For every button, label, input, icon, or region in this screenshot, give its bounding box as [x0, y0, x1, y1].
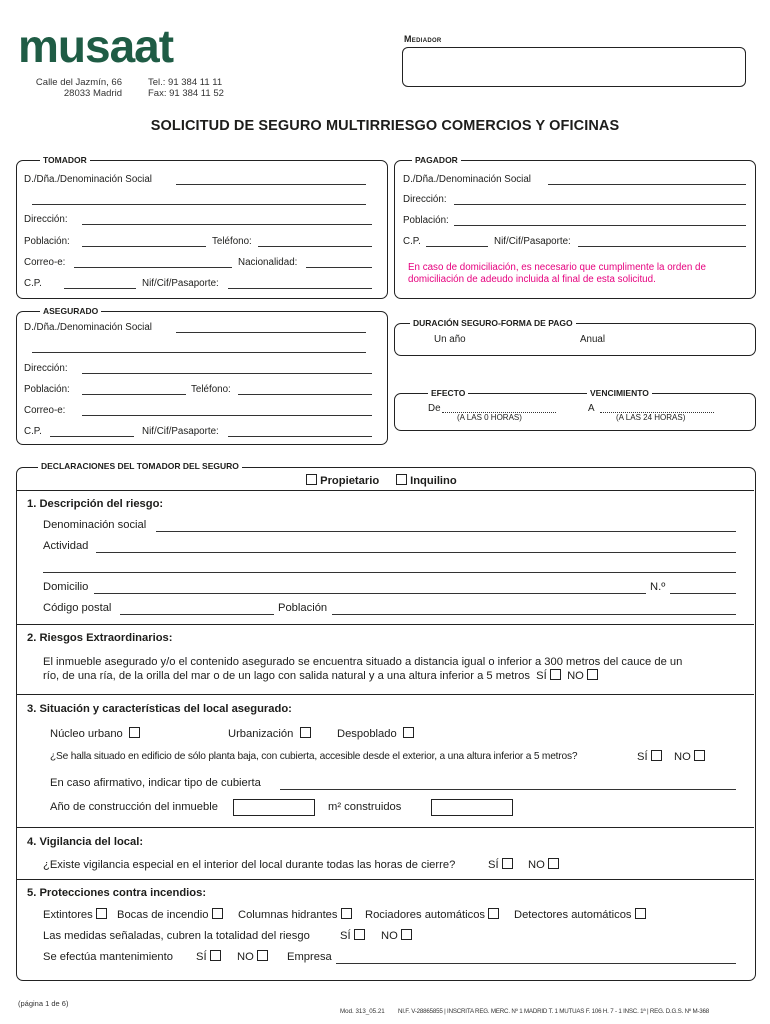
s4-si[interactable] [488, 858, 513, 871]
s2-si-checkbox[interactable] [550, 669, 561, 680]
s3-si-label: SÍ [637, 751, 648, 763]
s5-rociadores[interactable] [365, 908, 499, 921]
s5-mant-no[interactable] [237, 950, 268, 963]
tomador-nif-field[interactable] [228, 288, 372, 289]
s2-text-line2-text: río, de una ría, de la orilla del mar o de un lago con salida natural y a una altura inferior a 5 metros [43, 670, 530, 682]
s5-medidas-no-label: NO [381, 930, 398, 942]
s5-medidas-si[interactable] [340, 929, 365, 942]
s3-si-checkbox[interactable] [651, 750, 662, 761]
s5-empresa-label: Empresa [287, 951, 332, 963]
tomador-nacionalidad-field[interactable] [306, 267, 372, 268]
divider [16, 879, 754, 880]
asegurado-nif-label: Nif/Cif/Pasaporte: [142, 426, 219, 437]
mediador-field[interactable] [402, 47, 746, 87]
asegurado-denominacion-field[interactable] [176, 332, 366, 333]
s3-m2-label: m² construidos [328, 801, 402, 813]
s3-urbanizacion-checkbox[interactable] [300, 727, 311, 738]
s3-no-checkbox[interactable] [694, 750, 705, 761]
legal-text: NI.F. V-28865855 | INSCRITA REG. MERC. Nº 1 MADRID T. 1 MUTUAS F. 106 H. 7 - 1 INSC. 1ª | REG. D.G.S. Nº M-368 [398, 1008, 710, 1015]
s3-no-label: NO [674, 751, 691, 763]
s5-columnas[interactable] [238, 908, 352, 921]
inquilino-checkbox[interactable] [396, 474, 407, 485]
tomador-telefono-label: Teléfono: [212, 236, 252, 247]
asegurado-cp-field[interactable] [50, 436, 134, 437]
asegurado-telefono-label: Teléfono: [191, 384, 231, 395]
s4-question: ¿Existe vigilancia especial en el interior del local durante todas las horas de cierre? [43, 859, 456, 871]
model-number: Mod. 313_05.21 [340, 1008, 385, 1015]
page-title: SOLICITUD DE SEGURO MULTIRRIESGO COMERCIOS Y OFICINAS [150, 118, 620, 134]
tomador-denominacion-field2[interactable] [32, 204, 366, 205]
pagador-nif-label: Nif/Cif/Pasaporte: [494, 236, 571, 247]
divider [16, 694, 754, 695]
pagador-cp-label: C.P. [403, 236, 421, 247]
s2-no-label: NO [567, 670, 584, 682]
page-number: (página 1 de 6) [18, 999, 69, 1008]
inquilino-label: Inquilino [410, 475, 457, 487]
vencimiento-legend: VENCIMIENTO [587, 388, 652, 398]
s3-urbanizacion-label: Urbanización [228, 728, 294, 740]
tomador-cp-field[interactable] [64, 288, 136, 289]
s1-actividad-field2[interactable] [43, 572, 736, 573]
propietario-checkbox[interactable] [306, 474, 317, 485]
asegurado-telefono-field[interactable] [238, 394, 372, 395]
s2-text-line1: El inmueble asegurado y/o el contenido asegurado se encuentra situado a distancia igual o inferior a 300 metros del cauce de un [43, 656, 683, 668]
pagador-legend: PAGADOR [412, 155, 461, 165]
s3-urbanizacion[interactable] [228, 727, 311, 740]
s5-detectores[interactable] [514, 908, 646, 921]
s4-si-checkbox[interactable] [502, 858, 513, 869]
s5-medidas-no-checkbox[interactable] [401, 929, 412, 940]
address-line1: Calle del Jazmín, 66 [35, 77, 122, 88]
declaraciones-legend: DECLARACIONES DEL TOMADOR DEL SEGURO [38, 461, 242, 471]
s5-bocas-label: Bocas de incendio [117, 909, 209, 921]
asegurado-poblacion-field[interactable] [82, 394, 186, 395]
pagador-denominacion-label: D./Dña./Denominación Social [403, 174, 531, 185]
s5-extintores[interactable] [43, 908, 107, 921]
s5-mant-si-label: SÍ [196, 951, 207, 963]
s5-extintores-checkbox[interactable] [96, 908, 107, 919]
asegurado-correo-field[interactable] [82, 415, 372, 416]
s1-denominacion-field[interactable] [156, 531, 736, 532]
s5-empresa-field[interactable] [336, 963, 736, 964]
efecto-legend: EFECTO [428, 388, 468, 398]
s5-mant-si[interactable] [196, 950, 221, 963]
s3-despoblado[interactable] [337, 727, 414, 740]
asegurado-cp-label: C.P. [24, 426, 42, 437]
s2-text-line2 [43, 669, 598, 682]
s1-numero-field[interactable] [670, 593, 736, 594]
s5-bocas[interactable] [117, 908, 223, 921]
s2-heading: 2. Riesgos Extraordinarios: [27, 632, 173, 644]
s5-detectores-checkbox[interactable] [635, 908, 646, 919]
s5-mantenimiento-label: Se efectúa mantenimiento [43, 951, 173, 963]
tomador-correo-field[interactable] [74, 267, 232, 268]
s5-medidas-si-checkbox[interactable] [354, 929, 365, 940]
s3-nucleo[interactable] [50, 727, 140, 740]
s4-no-checkbox[interactable] [548, 858, 559, 869]
s5-columnas-checkbox[interactable] [341, 908, 352, 919]
s2-si-label: SÍ [536, 670, 547, 682]
s1-poblacion-label: Población [278, 602, 328, 614]
s3-cubierta-field[interactable] [280, 789, 736, 790]
s1-actividad-label: Actividad [43, 540, 89, 552]
s3-heading: 3. Situación y características del local asegurado: [27, 703, 292, 715]
tomador-nacionalidad-label: Nacionalidad: [238, 257, 298, 268]
pagador-direccion-field[interactable] [454, 204, 746, 205]
s5-medidas-label: Las medidas señaladas, cubren la totalidad del riesgo [43, 930, 310, 942]
s1-denominacion-label: Denominación social [43, 519, 147, 531]
tomador-correo-label: Correo-e: [24, 257, 66, 268]
s3-cubierta-label: En caso afirmativo, indicar tipo de cubierta [50, 777, 261, 789]
tomador-cp-label: C.P. [24, 278, 42, 289]
s3-si[interactable] [637, 750, 662, 763]
tomador-nif-label: Nif/Cif/Pasaporte: [142, 278, 219, 289]
mediador-label: Mediador [404, 34, 442, 44]
s3-nucleo-checkbox[interactable] [129, 727, 140, 738]
asegurado-denominacion-field2[interactable] [32, 352, 366, 353]
s5-detectores-label: Detectores automáticos [514, 909, 632, 921]
s5-mant-no-label: NO [237, 951, 254, 963]
company-address [26, 77, 122, 99]
pagador-denominacion-field[interactable] [548, 184, 746, 185]
propietario-label: Propietario [320, 475, 380, 487]
tomador-poblacion-field[interactable] [82, 246, 206, 247]
s1-domicilio-label: Domicilio [43, 581, 89, 593]
s4-si-label: SÍ [488, 859, 499, 871]
propietario-option[interactable] [306, 474, 379, 487]
divider [16, 827, 754, 828]
s3-m2-field[interactable] [431, 799, 513, 816]
s3-despoblado-checkbox[interactable] [403, 727, 414, 738]
company-contact [148, 77, 224, 99]
tomador-telefono-field[interactable] [258, 246, 372, 247]
s3-no[interactable] [674, 750, 705, 763]
inquilino-option[interactable] [396, 474, 457, 487]
musaat-logo [18, 26, 230, 68]
s3-question: ¿Se halla situado en edificio de sólo planta baja, con cubierta, accesible desde el exterior, a una altura inferior a 5 metros? [50, 751, 578, 762]
tomador-denominacion-field[interactable] [176, 184, 366, 185]
address-line2: 28033 Madrid [63, 88, 122, 99]
tomador-poblacion-label: Población: [24, 236, 70, 247]
s5-columnas-label: Columnas hidrantes [238, 909, 338, 921]
s5-heading: 5. Protecciones contra incendios: [27, 887, 207, 899]
asegurado-denominacion-label: D./Dña./Denominación Social [24, 322, 152, 333]
asegurado-direccion-field[interactable] [82, 373, 372, 374]
tomador-legend: TOMADOR [40, 155, 90, 165]
pagador-direccion-label: Dirección: [403, 194, 447, 205]
s1-numero-label: N.º [650, 581, 666, 593]
pagador-cp-field[interactable] [426, 246, 488, 247]
s5-rociadores-checkbox[interactable] [488, 908, 499, 919]
efecto-de-label: De [428, 403, 441, 414]
divider [16, 490, 754, 491]
fax: Fax: 91 384 11 52 [148, 88, 224, 99]
divider [16, 624, 754, 625]
s3-nucleo-label: Núcleo urbano [50, 728, 123, 740]
asegurado-direccion-label: Dirección: [24, 363, 68, 374]
pagador-nif-field[interactable] [578, 246, 746, 247]
s4-no[interactable] [528, 858, 559, 871]
declaraciones-section [16, 467, 756, 981]
vencimiento-a-label: A [588, 403, 595, 414]
s5-bocas-checkbox[interactable] [212, 908, 223, 919]
s3-ano-field[interactable] [233, 799, 315, 816]
s1-cp-label: Código postal [43, 602, 112, 614]
vencimiento-hora: (A LAS 24 HORAS) [616, 413, 686, 422]
phone: Tel.: 91 384 11 11 [148, 77, 223, 88]
s5-medidas-si-label: SÍ [340, 930, 351, 942]
logo-text: musaat [18, 26, 174, 68]
s5-medidas-no[interactable] [381, 929, 412, 942]
s1-cp-field[interactable] [120, 614, 274, 615]
s1-poblacion-field[interactable] [332, 614, 736, 615]
duracion-legend: DURACIÓN SEGURO-FORMA DE PAGO [410, 318, 576, 328]
s3-despoblado-label: Despoblado [337, 728, 397, 740]
s1-domicilio-field[interactable] [94, 593, 646, 594]
efecto-hora: (A LAS 0 HORAS) [457, 413, 522, 422]
asegurado-poblacion-label: Población: [24, 384, 70, 395]
tomador-direccion-label: Dirección: [24, 214, 68, 225]
tomador-denominacion-label: D./Dña./Denominación Social [24, 174, 152, 185]
s2-no-checkbox[interactable] [587, 669, 598, 680]
duracion-un-ano[interactable]: Un año [434, 334, 466, 345]
s1-actividad-field[interactable] [96, 552, 736, 553]
domiciliacion-note: En caso de domiciliación, es necesario que cumplimente la orden de domiciliación de adeudo incluida al final de esta solicitud. [408, 262, 706, 285]
s1-heading: 1. Descripción del riesgo: [27, 498, 164, 510]
asegurado-nif-field[interactable] [228, 436, 372, 437]
pagador-poblacion-field[interactable] [454, 225, 746, 226]
tomador-direccion-field[interactable] [82, 224, 372, 225]
asegurado-legend: ASEGURADO [40, 306, 101, 316]
s5-extintores-label: Extintores [43, 909, 93, 921]
s5-mant-si-checkbox[interactable] [210, 950, 221, 961]
pagador-poblacion-label: Población: [403, 215, 449, 226]
s3-ano-label: Año de construcción del inmueble [50, 801, 218, 813]
s4-no-label: NO [528, 859, 545, 871]
duracion-anual[interactable]: Anual [580, 334, 606, 345]
s4-heading: 4. Vigilancia del local: [27, 836, 144, 848]
s5-rociadores-label: Rociadores automáticos [365, 909, 486, 921]
asegurado-correo-label: Correo-e: [24, 405, 66, 416]
s5-mant-no-checkbox[interactable] [257, 950, 268, 961]
